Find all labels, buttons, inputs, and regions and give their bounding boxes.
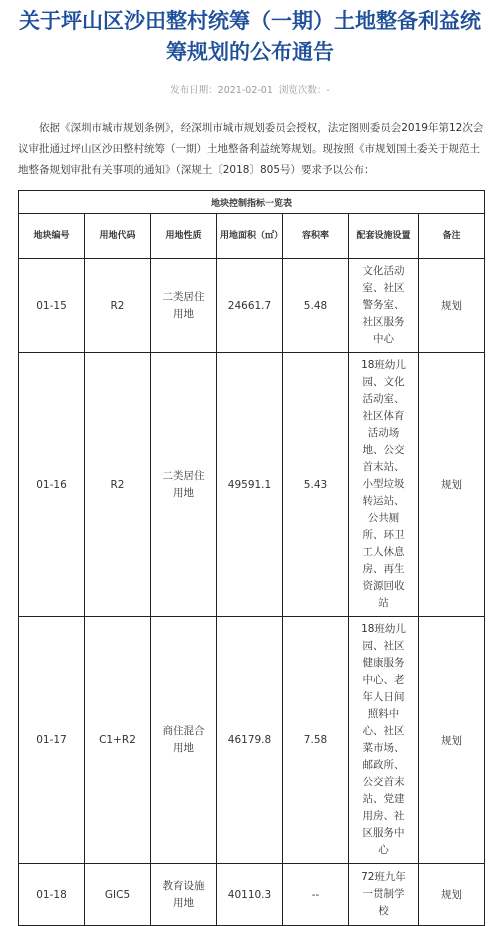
far-cell: 7.58 bbox=[283, 617, 349, 864]
far-cell: 5.43 bbox=[283, 353, 349, 617]
column-header-far: 容积率 bbox=[283, 214, 349, 259]
note-cell: 规划 bbox=[419, 864, 485, 926]
table-row bbox=[19, 617, 485, 864]
land-use-text: 二类居住用地 bbox=[162, 290, 205, 320]
facilities-text: 18班幼儿园、社区健康服务中心、老年人日间照料中心、社区菜市场、邮政所、公交首末站、党建用房、社区服务中心 bbox=[361, 623, 406, 856]
note-cell: 规划 bbox=[419, 617, 485, 864]
note-cell: 规划 bbox=[419, 259, 485, 353]
article-title: 关于坪山区沙田整村统筹（一期）土地整备利益统筹规划的公布通告 bbox=[19, 9, 481, 64]
column-header-land-use: 用地性质 bbox=[151, 214, 217, 259]
land-use-text: 二类居住用地 bbox=[162, 469, 205, 499]
plot-id-cell: 01-16 bbox=[19, 353, 85, 617]
area-cell: 40110.3 bbox=[217, 864, 283, 926]
publish-date: 2021-02-01 bbox=[217, 85, 273, 96]
plot-id-cell: 01-17 bbox=[19, 617, 85, 864]
column-header-plot-id: 地块编号 bbox=[19, 214, 85, 259]
land-use-text: 教育设施用地 bbox=[162, 879, 205, 909]
land-code-cell: C1+R2 bbox=[85, 617, 151, 864]
column-header-land-code: 用地代码 bbox=[85, 214, 151, 259]
land-use-text: 商住混合用地 bbox=[162, 725, 205, 754]
plot-control-table bbox=[18, 190, 485, 926]
far-cell: 5.48 bbox=[283, 259, 349, 353]
land-use-cell bbox=[151, 353, 217, 617]
facilities-text: 72班九年一贯制学校 bbox=[361, 871, 406, 917]
column-header-facilities: 配套设施设置 bbox=[349, 214, 419, 259]
facilities-cell bbox=[349, 259, 419, 353]
article-meta bbox=[0, 82, 500, 96]
view-count: - bbox=[326, 85, 330, 96]
column-header-area: 用地面积（㎡） bbox=[217, 214, 283, 259]
area-cell: 46179.8 bbox=[217, 617, 283, 864]
land-use-cell bbox=[151, 259, 217, 353]
facilities-text: 18班幼儿园、文化活动室、社区体育活动场地、公交首末站、小型垃圾转运站、公共厕所、环卫工人休息房、再生资源回收站 bbox=[361, 359, 406, 609]
table-caption: 地块控制指标一览表 bbox=[19, 191, 485, 214]
area-cell: 24661.7 bbox=[217, 259, 283, 353]
table-row bbox=[19, 864, 485, 926]
facilities-cell bbox=[349, 617, 419, 864]
facilities-cell bbox=[349, 353, 419, 617]
land-code-cell: R2 bbox=[85, 259, 151, 353]
land-use-cell bbox=[151, 617, 217, 864]
area-cell: 49591.1 bbox=[217, 353, 283, 617]
table-row bbox=[19, 353, 485, 617]
view-count-label: 浏览次数： bbox=[278, 85, 327, 96]
publish-date-label: 发布日期： bbox=[170, 85, 218, 96]
facilities-cell bbox=[349, 864, 419, 926]
plot-id-cell: 01-18 bbox=[19, 864, 85, 926]
facilities-text: 文化活动室、社区警务室、社区服务中心 bbox=[362, 265, 405, 345]
land-use-cell bbox=[151, 864, 217, 926]
plot-id-cell: 01-15 bbox=[19, 259, 85, 353]
note-cell: 规划 bbox=[419, 353, 485, 617]
article-body: 依据《深圳市城市规划条例》，经深圳市城市规划委员会授权，法定图则委员会2019年第12次会议审批通过坪山区沙田整村统筹（一期）土地整备利益统筹规划。现按照《市规划国土委关于规范土地整备规划审批有关事项的通知》（深规土〔2018〕805号）要求予以公布： bbox=[18, 122, 484, 176]
column-header-note: 备注 bbox=[419, 214, 485, 259]
land-code-cell: GIC5 bbox=[85, 864, 151, 926]
table-row bbox=[19, 259, 485, 353]
far-cell: -- bbox=[283, 864, 349, 926]
land-code-cell: R2 bbox=[85, 353, 151, 617]
